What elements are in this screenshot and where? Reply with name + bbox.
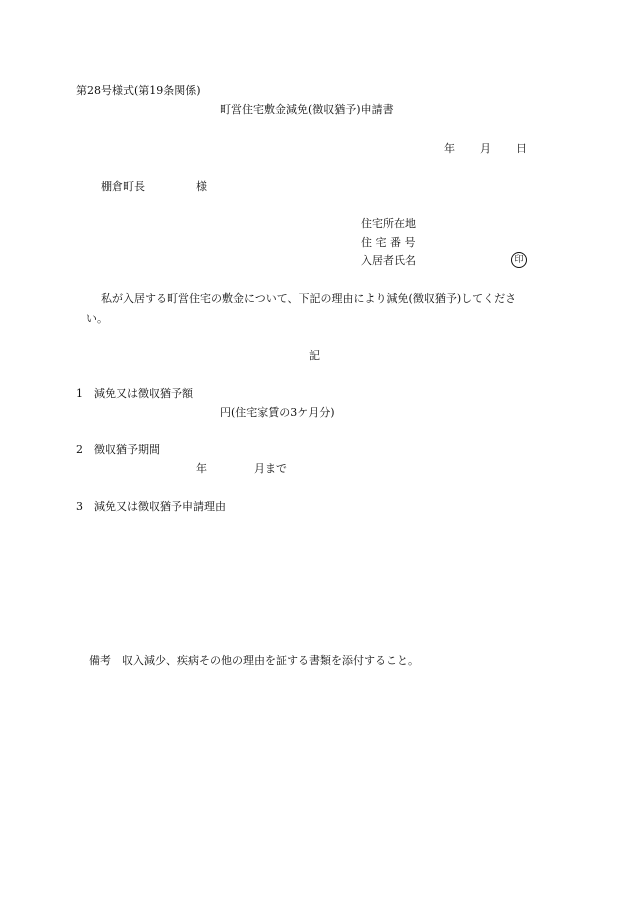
date-month: 月	[480, 142, 491, 155]
date-day: 日	[516, 142, 527, 155]
ki-heading: 記	[309, 349, 320, 362]
body-text-line-1: 私が入居する町営住宅の敷金について、下記の理由により減免(徴収猶予)してくださ	[101, 292, 517, 305]
item-1-label: 1 減免又は徴収猶予額	[76, 387, 193, 400]
item-1-value: 円(住宅家賃の3ケ月分)	[220, 406, 335, 419]
remarks-note: 備考 収入減少、疾病その他の理由を証する書類を添付すること。	[89, 654, 419, 667]
address-label: 住宅所在地	[361, 217, 416, 230]
item-2-year: 年	[196, 462, 207, 475]
resident-name-label: 入居者氏名	[361, 254, 416, 267]
house-number-label: 住 宅 番 号	[361, 236, 416, 249]
item-2-label: 2 徴収猶予期間	[76, 443, 160, 456]
document-title: 町営住宅敷金減免(徴収猶予)申請書	[220, 103, 394, 116]
item-2-month: 月まで	[254, 462, 287, 475]
date-year: 年	[444, 142, 455, 155]
honorific: 様	[196, 180, 207, 193]
form-number: 第28号様式(第19条関係)	[76, 84, 201, 97]
body-text-line-2: い。	[86, 312, 108, 325]
seal-mark: 印	[511, 252, 527, 268]
item-3-label: 3 減免又は徴収猶予申請理由	[76, 500, 226, 513]
addressee: 棚倉町長	[101, 180, 145, 193]
